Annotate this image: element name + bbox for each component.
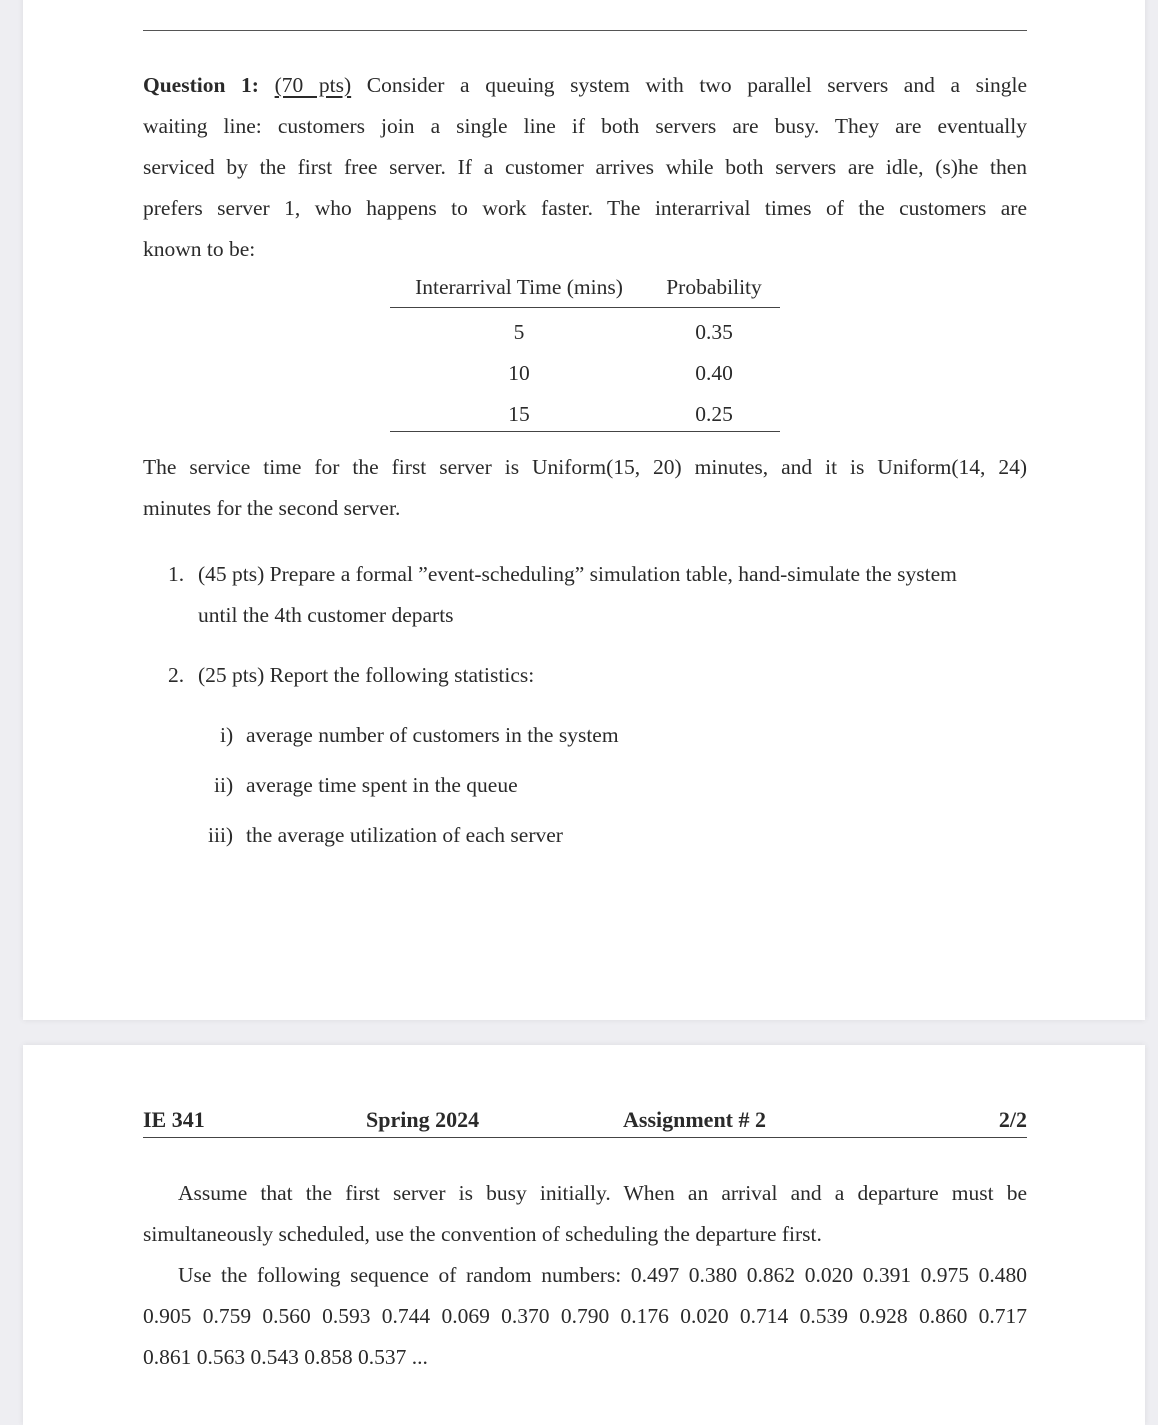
header-assignment: Assignment # 2 (623, 1107, 767, 1132)
page2-line-2: simultaneously scheduled, use the convention of scheduling the departure first. (143, 1222, 822, 1246)
cell-time: 10 (508, 361, 530, 385)
stat-2-number: ii) (214, 773, 234, 797)
stat-3-number: iii) (208, 823, 234, 847)
cell-time: 15 (508, 402, 530, 426)
task-1-number: 1. (168, 562, 185, 586)
page2-line-4: 0.905 0.759 0.560 0.593 0.744 0.069 0.370 0.790 0.176 0.020 0.714 0.539 0.928 0.860 0.717 (143, 1304, 1027, 1328)
header-interarrival: Interarrival Time (mins) (415, 275, 623, 299)
stat-1-number: i) (220, 723, 234, 747)
page-1 (23, 0, 1145, 1020)
stat-1-text: average number of customers in the system (246, 723, 619, 747)
table-row (390, 349, 780, 390)
cell-prob: 0.40 (695, 361, 733, 385)
page2-line-1: Assume that the first server is busy initially. When an arrival and a departure must be (178, 1181, 1027, 1205)
page2-line-5: 0.861 0.563 0.543 0.858 0.537 ... (143, 1345, 428, 1369)
stat-2-text: average time spent in the queue (246, 773, 518, 797)
header-probability: Probability (666, 275, 762, 299)
stat-3-text: the average utilization of each server (246, 823, 563, 847)
running-header (143, 1105, 1027, 1138)
service-line-1: The service time for the first server is Uniform(15, 20) minutes, and it is Uniform(14, 24) (143, 455, 1027, 479)
table-header (390, 267, 780, 308)
cell-prob: 0.25 (695, 402, 733, 426)
question-line-1 (143, 65, 1027, 106)
header-term: Spring 2024 (366, 1107, 480, 1132)
top-rule (143, 30, 1027, 31)
table-row (390, 308, 780, 349)
service-line-2: minutes for the second server. (143, 496, 401, 520)
header-page-number: 2/2 (998, 1107, 1027, 1132)
question-line-4: prefers server 1, who happens to work faster. The interarrival times of the customers are (143, 196, 1027, 220)
cell-time: 5 (513, 320, 525, 344)
question-line-3: serviced by the first free server. If a customer arrives while both servers are idle, (s)he then (143, 155, 1027, 179)
question-text-1: Consider a queuing system with two parallel servers and a single (366, 73, 1028, 97)
task-1-line-1: (45 pts) Prepare a formal ”event-scheduling” simulation table, hand-simulate the system (198, 562, 957, 586)
cell-prob: 0.35 (695, 320, 733, 344)
page2-line-3: Use the following sequence of random numbers: 0.497 0.380 0.862 0.020 0.391 0.975 0.480 (178, 1263, 1027, 1287)
question-line-5: known to be: (143, 237, 256, 261)
question-line-2: waiting line: customers join a single line if both servers are busy. They are eventually (143, 114, 1027, 138)
task-2-line-1: (25 pts) Report the following statistics: (198, 663, 535, 687)
task-2-number: 2. (168, 663, 185, 687)
interarrival-table (390, 267, 780, 432)
question-points: (70 pts) (274, 73, 352, 97)
table-row (390, 390, 780, 432)
question-title: Question 1: (143, 73, 259, 97)
page-2 (23, 1045, 1145, 1425)
header-course: IE 341 (143, 1107, 205, 1132)
task-1-line-2: until the 4th customer departs (198, 603, 454, 627)
